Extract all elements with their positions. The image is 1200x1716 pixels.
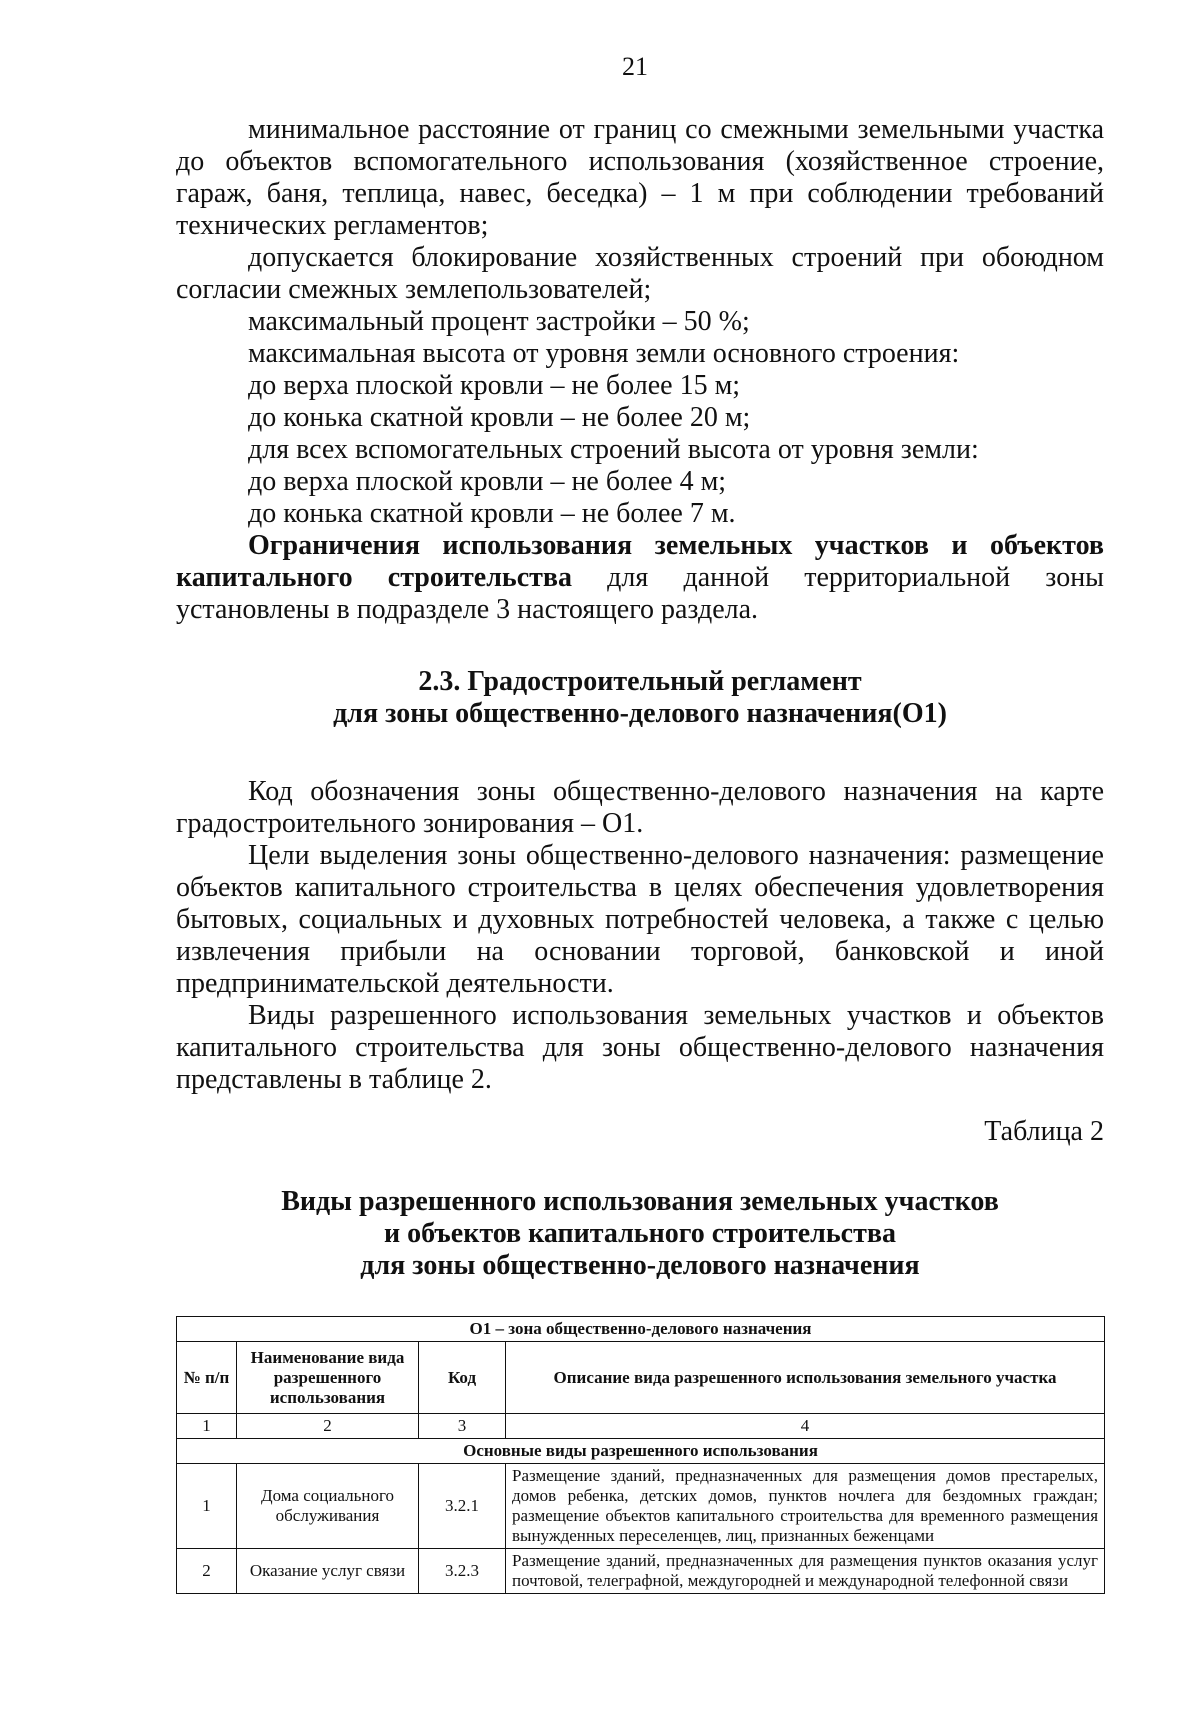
intro-line-auxiliary-height: для всех вспомогательных строений высота от уровня земли:	[248, 434, 979, 465]
col-number-1: 1	[177, 1414, 237, 1439]
section-heading-line2: для зоны общественно-делового назначения(О1)	[333, 698, 947, 729]
zone-goals-paragraph: Цели выделения зоны общественно-делового назначения: размещение объектов капитального строительства в целях обеспечения удовлетворения бытовых, социальных и духовных потребностей человека, а также с целью извлечения прибыли на основании торговой, банковской и иной предпринимательской деятельности.	[176, 840, 1104, 999]
row-use-name: Оказание услуг связи	[237, 1549, 419, 1594]
col-header-name: Наименование вида разрешенного использования	[237, 1342, 419, 1414]
row-use-name: Дома социального обслуживания	[237, 1464, 419, 1549]
restrictions-rest: для данной территориальной зоны установлены в подразделе 3 настоящего раздела.	[176, 562, 1104, 625]
intro-paragraph-blocking: допускается блокирование хозяйственных строений при обоюдном согласии смежных землепользователей;	[176, 242, 1104, 305]
zone-header: О1 – зона общественно-делового назначения	[177, 1317, 1105, 1342]
row-code: 3.2.1	[419, 1464, 506, 1549]
table-title-line1: Виды разрешенного использования земельных участков	[281, 1186, 999, 1217]
page-number: 21	[622, 52, 648, 81]
col-number-4: 4	[506, 1414, 1105, 1439]
intro-line-pitched-roof-main: до конька скатной кровли – не более 20 м;	[248, 402, 751, 433]
intro-line-flat-roof-main: до верха плоской кровли – не более 15 м;	[248, 370, 741, 401]
section-heading-line1: 2.3. Градостроительный регламент	[418, 666, 862, 697]
table-title	[176, 1186, 1104, 1282]
section-row-main-uses: Основные виды разрешенного использования	[177, 1439, 1105, 1464]
restrictions-paragraph	[176, 530, 1104, 626]
col-number-2: 2	[237, 1414, 419, 1439]
document-body	[176, 114, 1104, 1594]
table-title-line2: и объектов капитального строительства	[384, 1218, 896, 1249]
row-description: Размещение зданий, предназначенных для размещения пунктов оказания услуг почтовой, телеграфной, междугородней и международной телефонной связи	[506, 1549, 1105, 1594]
row-code: 3.2.3	[419, 1549, 506, 1594]
table-row	[177, 1549, 1105, 1594]
col-header-number: № п/п	[177, 1342, 237, 1414]
col-number-3: 3	[419, 1414, 506, 1439]
section-heading	[176, 666, 1104, 730]
permitted-uses-paragraph: Виды разрешенного использования земельных участков и объектов капитального строительства для зоны общественно-делового назначения представлены в таблице 2.	[176, 1000, 1104, 1095]
row-number: 2	[177, 1549, 237, 1594]
intro-line-pitched-roof-aux: до конька скатной кровли – не более 7 м.	[248, 498, 736, 529]
intro-line-max-height: максимальная высота от уровня земли основного строения:	[248, 338, 960, 369]
permitted-uses-table	[176, 1316, 1105, 1594]
restrictions-bold: Ограничения использования земельных участков и объектов капитального строительства	[176, 530, 1104, 593]
col-header-description: Описание вида разрешенного использования земельного участка	[506, 1342, 1105, 1414]
intro-line-coverage: максимальный процент застройки – 50 %;	[248, 306, 750, 337]
row-number: 1	[177, 1464, 237, 1549]
row-description: Размещение зданий, предназначенных для размещения домов престарелых, домов ребенка, детских домов, пунктов ночлега для бездомных граждан; размещение объектов капитального строительства для временного размещения вынужденных переселенцев, лиц, признанных беженцами	[506, 1464, 1105, 1549]
col-header-code: Код	[419, 1342, 506, 1414]
intro-line-flat-roof-aux: до верха плоской кровли – не более 4 м;	[248, 466, 727, 497]
intro-paragraph-setback: минимальное расстояние от границ со смежными земельными участка до объектов вспомогательного использования (хозяйственное строение, гараж, баня, теплица, навес, беседка) – 1 м при соблюдении требований технических регламентов;	[176, 114, 1104, 241]
table-title-line3: для зоны общественно-делового назначения	[360, 1250, 920, 1281]
table-label: Таблица 2	[984, 1116, 1104, 1147]
zone-code-paragraph: Код обозначения зоны общественно-делового назначения на карте градостроительного зонирования – О1.	[176, 776, 1104, 839]
table-row	[177, 1464, 1105, 1549]
